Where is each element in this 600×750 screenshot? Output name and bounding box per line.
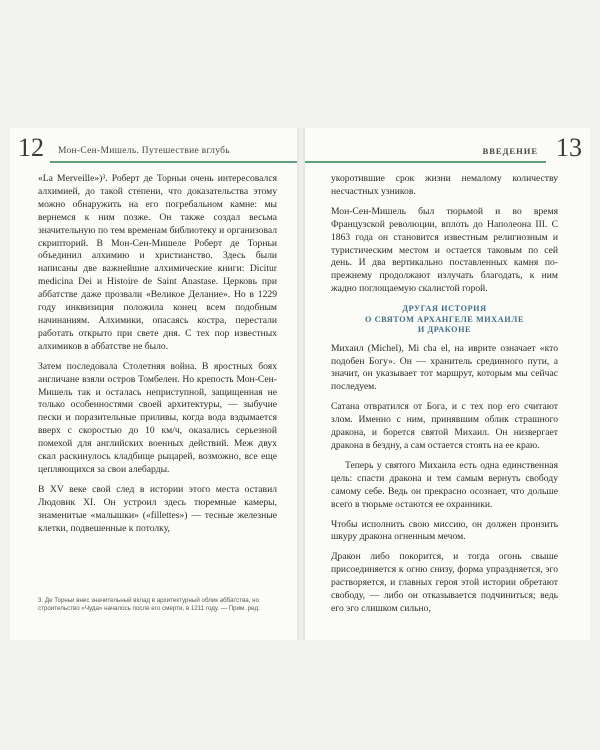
paragraph: Дракон либо покорится, и тогда огонь свыше присоединяется к огню снизу, форма упраздняется, эго растворяется, и главных героя этой истории обретают свободу, — либо он отказывается подчиниться; ведь его эго слишком сильно, <box>331 551 558 614</box>
left-text-column <box>38 173 277 542</box>
right-text-column <box>331 173 558 623</box>
paragraph: Затем последовала Столетняя война. В яростных боях англичане взяли остров Томбелен. Но крепость Мон-Сен-Мишель так и осталась неприступной, защищенная не только особенностями своей архитектуры, — зыбучие пески и поразительные приливы, когда вода вздымается вверх с скоростью до 10 км/ч, оказались серьезной помехой для английских военных действий. Меж двух скал раскинулось кладбище рыцарей, возможно, все еще цепляющихся за свои алебарды. <box>38 360 277 475</box>
section-subheading <box>331 304 558 336</box>
page-number-right: 13 <box>556 133 582 162</box>
header-band-left <box>50 140 297 163</box>
paragraph: Теперь у святого Михаила есть одна единственная цель: спасти дракона и тем самым вернуть свободу самому себе. Ведь он прекрасно осознает, что дольше всего в тюрьме остаются ее охранники. <box>331 459 558 510</box>
running-head-right: ВВЕДЕНИЕ <box>482 146 538 156</box>
paragraph: Сатана отвратился от Бога, и с тех пор его считают злом. Именно с ним, принявшим облик страшного дракона, и борется святой Михаил. Он низвергает дракона в бездну, а сам остается стоять на ее краю. <box>331 401 558 451</box>
subheading-line: ДРУГАЯ ИСТОРИЯ <box>402 304 487 314</box>
paragraph: Чтобы исполнить свою миссию, он должен пронзить шкуру дракона огненным мечом. <box>331 518 558 543</box>
subheading-line: О СВЯТОМ АРХАНГЕЛЕ МИХАИЛЕ <box>364 314 525 324</box>
right-page <box>305 128 590 640</box>
subheading-line: И ДРАКОНЕ <box>417 325 472 335</box>
running-head-left: Мон-Сен-Мишель. Путешествие вглубь <box>58 146 230 156</box>
book-gutter <box>297 128 305 640</box>
book-spread <box>10 128 590 640</box>
paragraph: В XV веке свой след в истории этого места оставил Людовик XI. Он устроил здесь тюремные камеры, знаменитые «малышки» («fillettes») — тесные железные клетки, подвешенные к потолку, <box>38 483 277 534</box>
paragraph: «La Merveille»)³. Роберт де Торньи очень интересовался алхимией, до такой степени, что доказательства этому можно обнаружить на его погребальном камне: мы вернемся к ним позже. Он также создал весьма значительную по тем временам библиотеку и организовал скрипторий. В Мон-Сен-Мишеле Роберт де Торньи объединил алхимию и христианство. Здесь были написаны две важнейшие алхимические книги: Dicitur medicina Dei и Histoire de Saint Anastase. Церковь при аббатстве даже прозвали «Великое Делание». Но в 1229 году инквизиция положила конец всем подобным начинаниям. Алхимики, опасаясь костра, перестали работать открыто при свете дня. С тех пор известных алхимиков в аббатстве не было. <box>38 173 277 352</box>
page-number-left: 12 <box>18 133 44 162</box>
left-page <box>10 128 297 640</box>
paragraph: укоротившие срок жизни немалому количеству несчастных узников. <box>331 173 558 197</box>
paragraph: Мон-Сен-Мишель был тюрьмой и во время Французской революции, вплоть до Наполеона III. С 1863 года он становится известным религиозным и туристическим местом и остается таковым по сей день. И два вертикально поставленных камня по-прежнему продолжают излучать благодать, к ним жадно поглощаемую скалистой горой. <box>331 205 558 295</box>
header-band-right <box>305 140 546 163</box>
footnote: 3. Де Торньи внес значительный вклад в архитектурный облик аббатства, но строительство «Чуда» началось после его смерти, в 1211 году. — Прим. ред. <box>38 597 260 612</box>
paragraph: Михаил (Michel), Mi cha el, на иврите означает «кто подобен Богу». Он — хранитель срединного пути, а значит, он указывает тот маршрут, которым мы сейчас последуем. <box>331 342 558 393</box>
